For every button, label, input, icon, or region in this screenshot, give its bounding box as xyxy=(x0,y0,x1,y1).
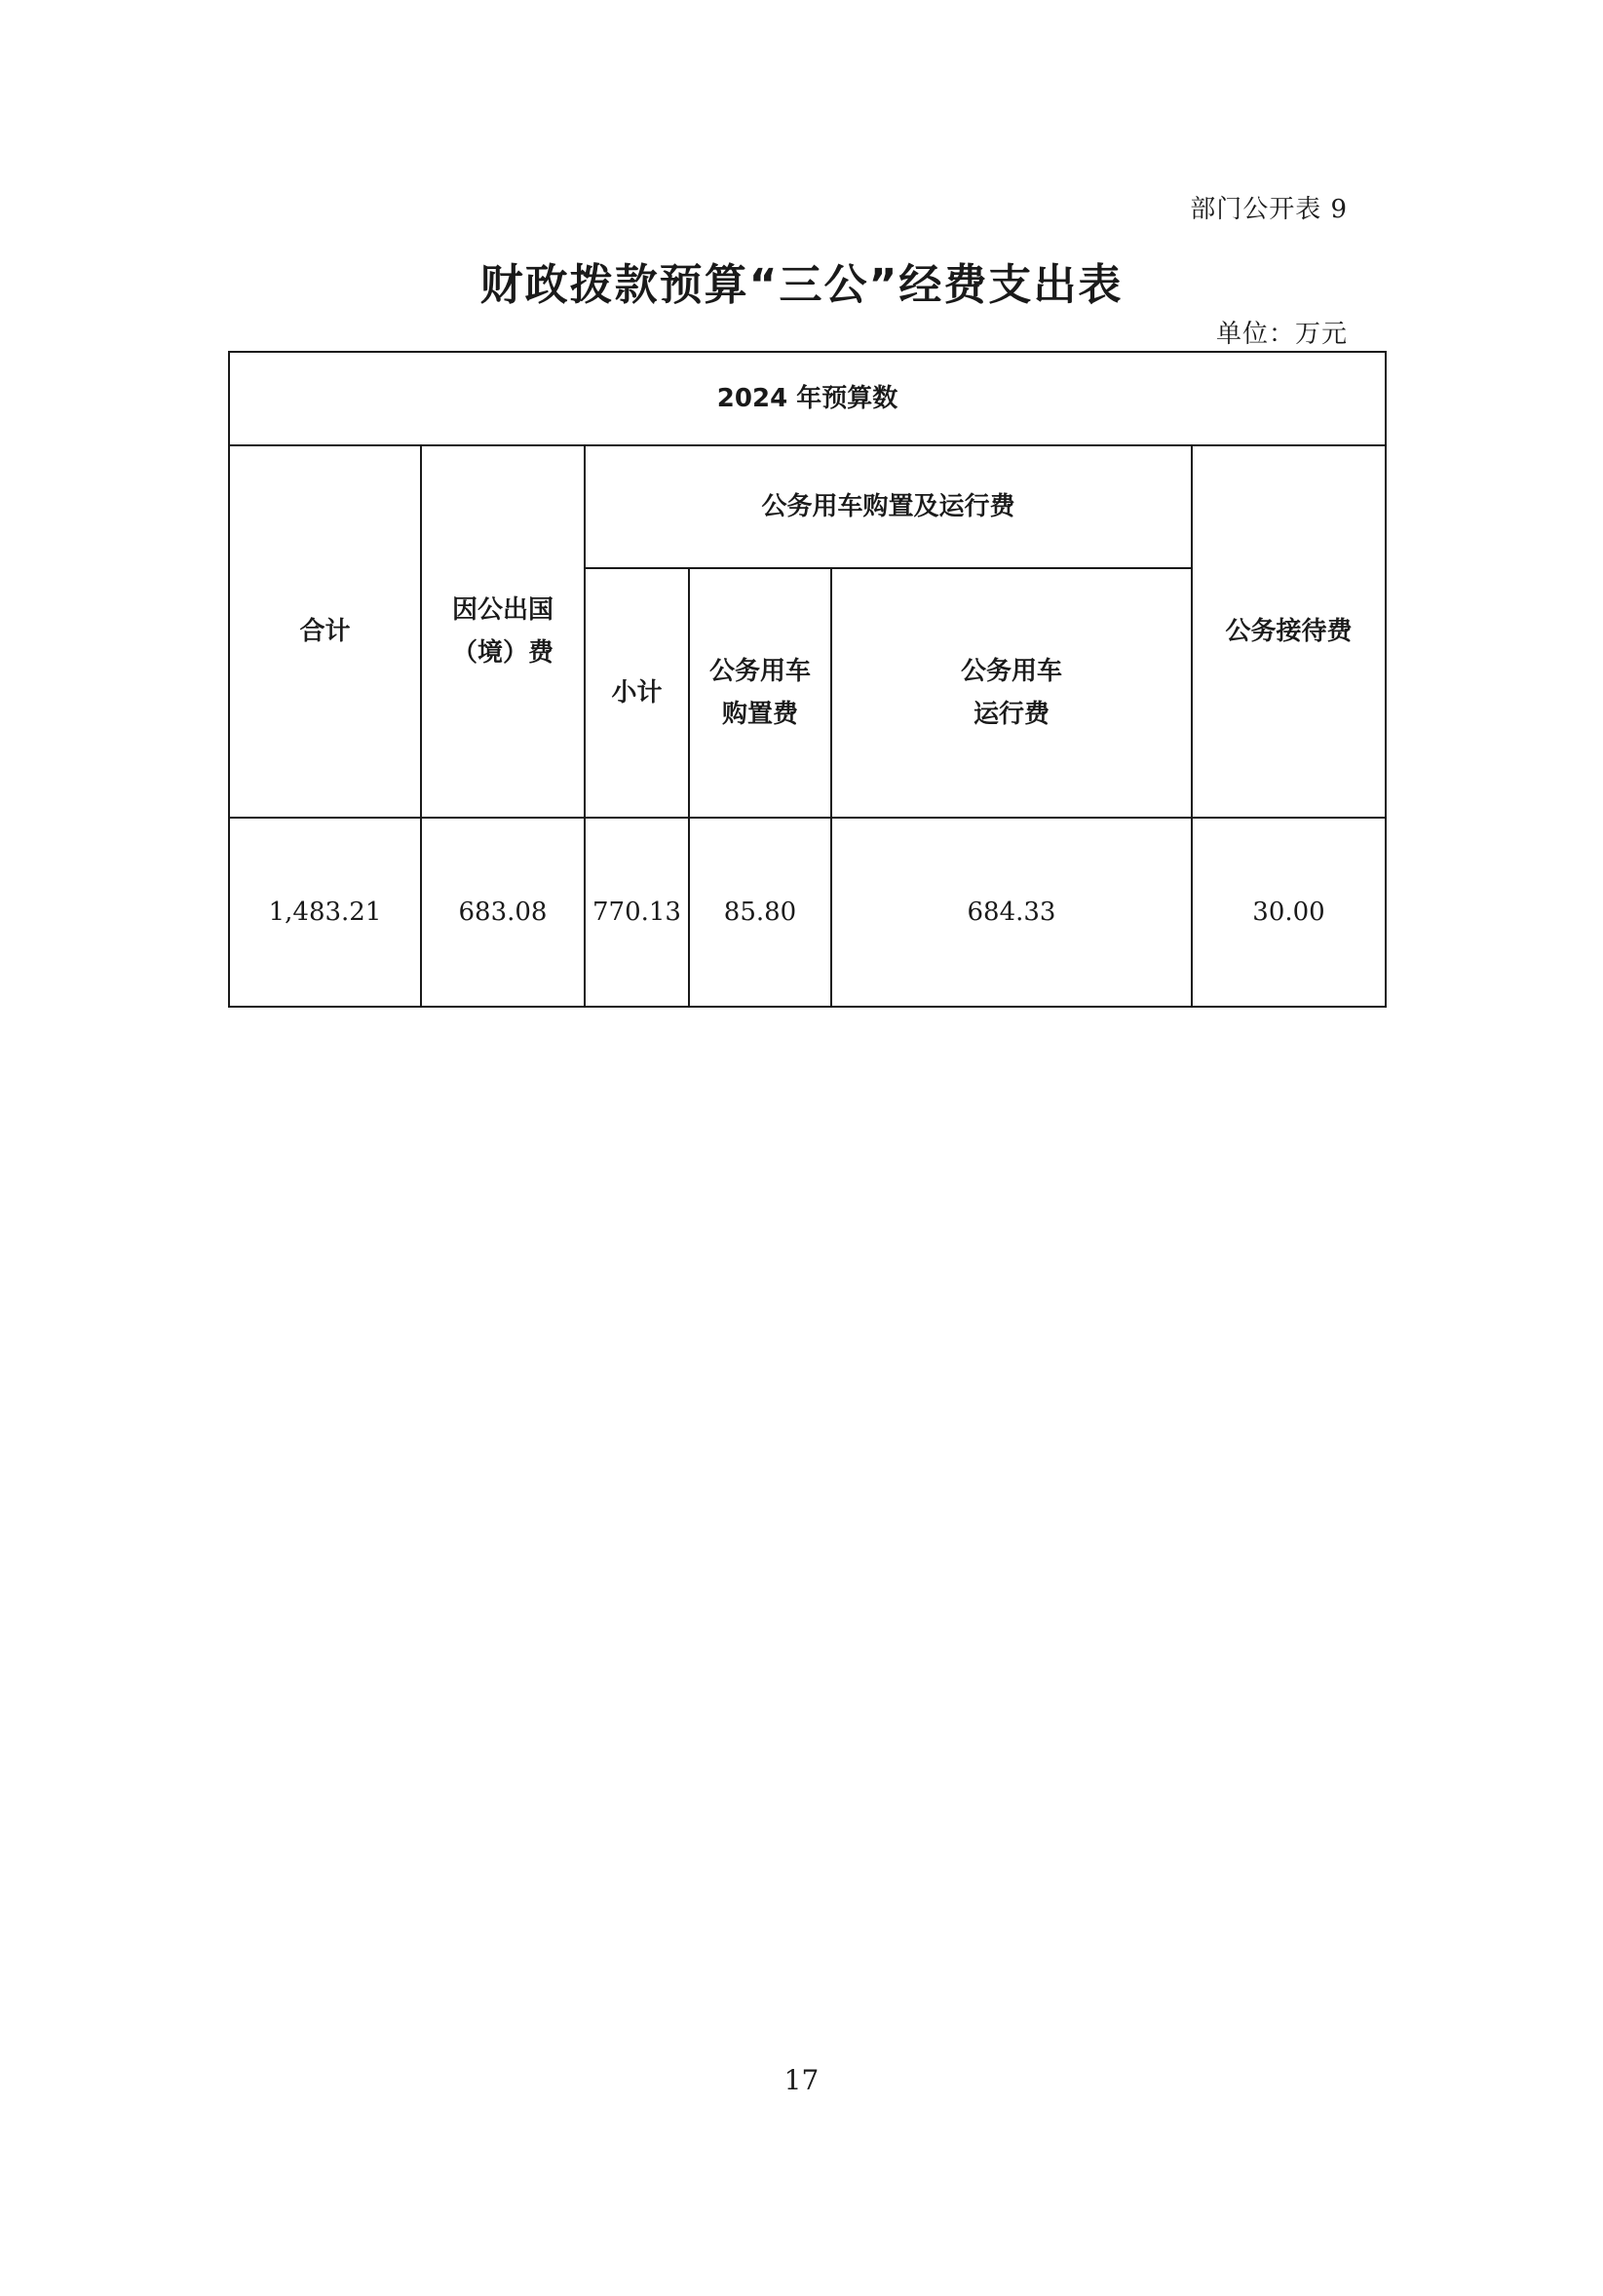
vehicle-subtotal-header: 小计 xyxy=(611,678,663,708)
total-header: 合计 xyxy=(299,617,351,646)
unit-label: 单位：万元 xyxy=(1215,320,1348,349)
overseas-value: 683.08 xyxy=(421,818,585,1007)
overseas-header-cell xyxy=(421,445,585,818)
year-header: 2024 年预算数 xyxy=(716,384,898,413)
page-number: 17 xyxy=(783,2064,820,2096)
vehicle-subtotal-header-cell xyxy=(585,568,689,818)
page-title: 财政拨款预算“三公”经费支出表 xyxy=(479,260,1124,310)
overseas-header-line1: 因公出国 xyxy=(451,595,553,625)
vehicle-purchase-header-line2: 购置费 xyxy=(721,700,798,729)
reception-header-cell xyxy=(1192,445,1386,818)
vehicle-subtotal-value: 770.13 xyxy=(585,818,689,1007)
total-value: 1,483.21 xyxy=(229,818,421,1007)
vehicle-purchase-header-cell xyxy=(689,568,831,818)
reception-value: 30.00 xyxy=(1192,818,1386,1007)
three-public-expenses-table xyxy=(228,351,1387,1008)
vehicle-group-header: 公务用车购置及运行费 xyxy=(761,492,1015,521)
total-header-cell xyxy=(229,445,421,818)
vehicle-group-header-cell xyxy=(585,445,1192,568)
reception-header: 公务接待费 xyxy=(1225,617,1353,646)
vehicle-operation-header-line1: 公务用车 xyxy=(960,657,1062,686)
vehicle-operation-header-line2: 运行费 xyxy=(973,700,1050,729)
overseas-header-line2: （境）费 xyxy=(451,638,553,668)
vehicle-purchase-header-line1: 公务用车 xyxy=(708,657,811,686)
table-row xyxy=(229,818,1386,1007)
vehicle-operation-value: 684.33 xyxy=(831,818,1192,1007)
table-id: 部门公开表 9 xyxy=(1190,195,1348,224)
year-header-cell xyxy=(229,352,1386,445)
vehicle-purchase-value: 85.80 xyxy=(689,818,831,1007)
vehicle-operation-header-cell xyxy=(831,568,1192,818)
